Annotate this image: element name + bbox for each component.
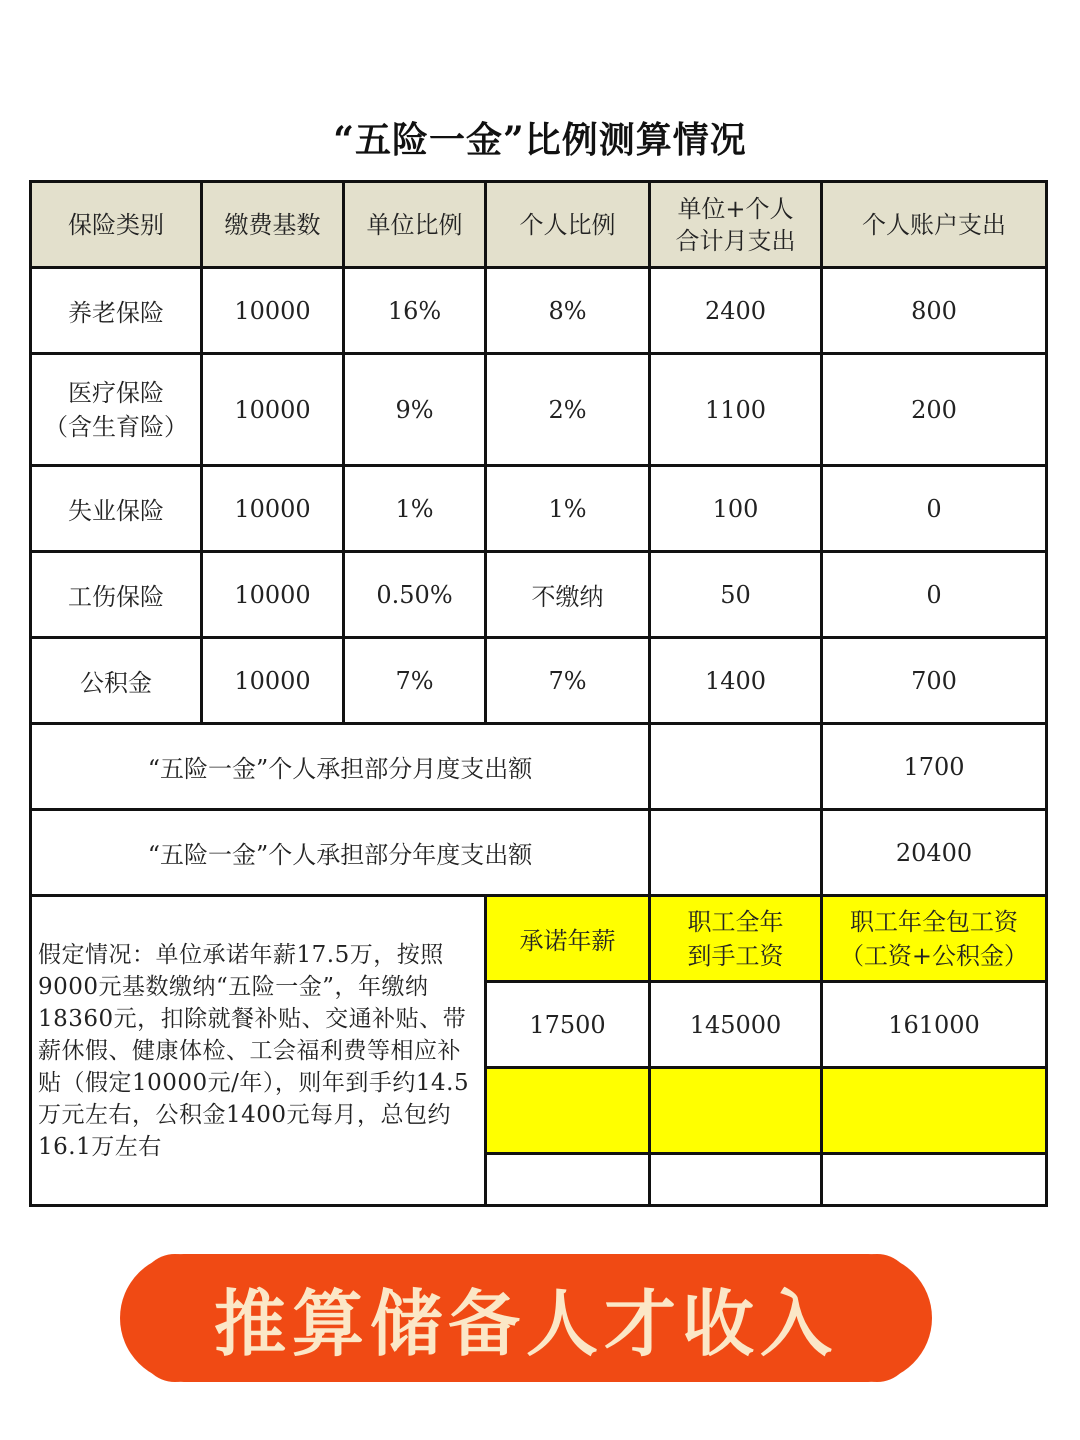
empty-cell: [486, 1154, 650, 1206]
table-cell: 100: [650, 466, 822, 552]
assumption-value: 17500: [486, 982, 650, 1068]
header-cell: 缴费基数: [202, 182, 344, 268]
table-cell: 0.50%: [344, 552, 486, 638]
table-cell: 0: [822, 552, 1047, 638]
table-cell: 50: [650, 552, 822, 638]
table-cell: 7%: [344, 638, 486, 724]
table-cell: 2%: [486, 354, 650, 466]
table-cell: 不缴纳: [486, 552, 650, 638]
assumption-header-row: [31, 896, 1047, 982]
summary-value: 1700: [822, 724, 1047, 810]
summary-row-monthly: [31, 724, 1047, 810]
summary-empty-cell: [650, 810, 822, 896]
banner: [120, 1254, 932, 1382]
category-cell: 失业保险: [31, 466, 202, 552]
highlight-empty-cell: [486, 1068, 650, 1154]
table-cell: 16%: [344, 268, 486, 354]
highlight-empty-cell: [650, 1068, 822, 1154]
assumption-header: 职工年全包工资 （工资+公积金）: [822, 896, 1047, 982]
assumption-header: 职工全年 到手工资: [650, 896, 822, 982]
header-row: [31, 182, 1047, 268]
empty-cell: [650, 1154, 822, 1206]
empty-cell: [822, 1154, 1047, 1206]
highlight-empty-cell: [822, 1068, 1047, 1154]
table-cell: 10000: [202, 638, 344, 724]
banner-text: 推算储备人才收入: [213, 1282, 838, 1366]
summary-row-yearly: [31, 810, 1047, 896]
table-row: [31, 268, 1047, 354]
table-cell: 10000: [202, 354, 344, 466]
table-cell: 700: [822, 638, 1047, 724]
table-cell: 200: [822, 354, 1047, 466]
assumption-value: 145000: [650, 982, 822, 1068]
table-row: [31, 466, 1047, 552]
header-cell: 个人账户支出: [822, 182, 1047, 268]
table-cell: 9%: [344, 354, 486, 466]
table-cell: 1%: [344, 466, 486, 552]
table-cell: 2400: [650, 268, 822, 354]
header-cell: 单位比例: [344, 182, 486, 268]
table-row: [31, 354, 1047, 466]
table-cell: 0: [822, 466, 1047, 552]
table-cell: 8%: [486, 268, 650, 354]
header-cell: 保险类别: [31, 182, 202, 268]
table-cell: 1%: [486, 466, 650, 552]
table-cell: 10000: [202, 466, 344, 552]
header-cell: 单位+个人 合计月支出: [650, 182, 822, 268]
table-cell: 1400: [650, 638, 822, 724]
table-cell: 10000: [202, 552, 344, 638]
table-cell: 7%: [486, 638, 650, 724]
insurance-table: [29, 180, 1048, 1207]
summary-empty-cell: [650, 724, 822, 810]
table-row: [31, 638, 1047, 724]
category-cell: 工伤保险: [31, 552, 202, 638]
summary-label: “五险一金”个人承担部分月度支出额: [31, 724, 650, 810]
table-cell: 10000: [202, 268, 344, 354]
summary-value: 20400: [822, 810, 1047, 896]
category-cell: 公积金: [31, 638, 202, 724]
category-cell: 医疗保险 （含生育险）: [31, 354, 202, 466]
page-title: “五险一金”比例测算情况: [333, 119, 747, 161]
table-cell: 800: [822, 268, 1047, 354]
table-cell: 1100: [650, 354, 822, 466]
table-row: [31, 552, 1047, 638]
assumption-note: 假定情况：单位承诺年薪17.5万，按照9000元基数缴纳“五险一金”，年缴纳18360元，扣除就餐补贴、交通补贴、带薪休假、健康体检、工会福利费等相应补贴（假定10000元/年），则年到手约14.5万元左右，公积金1400元每月，总包约16.1万左右: [31, 896, 486, 1206]
header-cell: 个人比例: [486, 182, 650, 268]
assumption-value: 161000: [822, 982, 1047, 1068]
category-cell: 养老保险: [31, 268, 202, 354]
assumption-header: 承诺年薪: [486, 896, 650, 982]
summary-label: “五险一金”个人承担部分年度支出额: [31, 810, 650, 896]
